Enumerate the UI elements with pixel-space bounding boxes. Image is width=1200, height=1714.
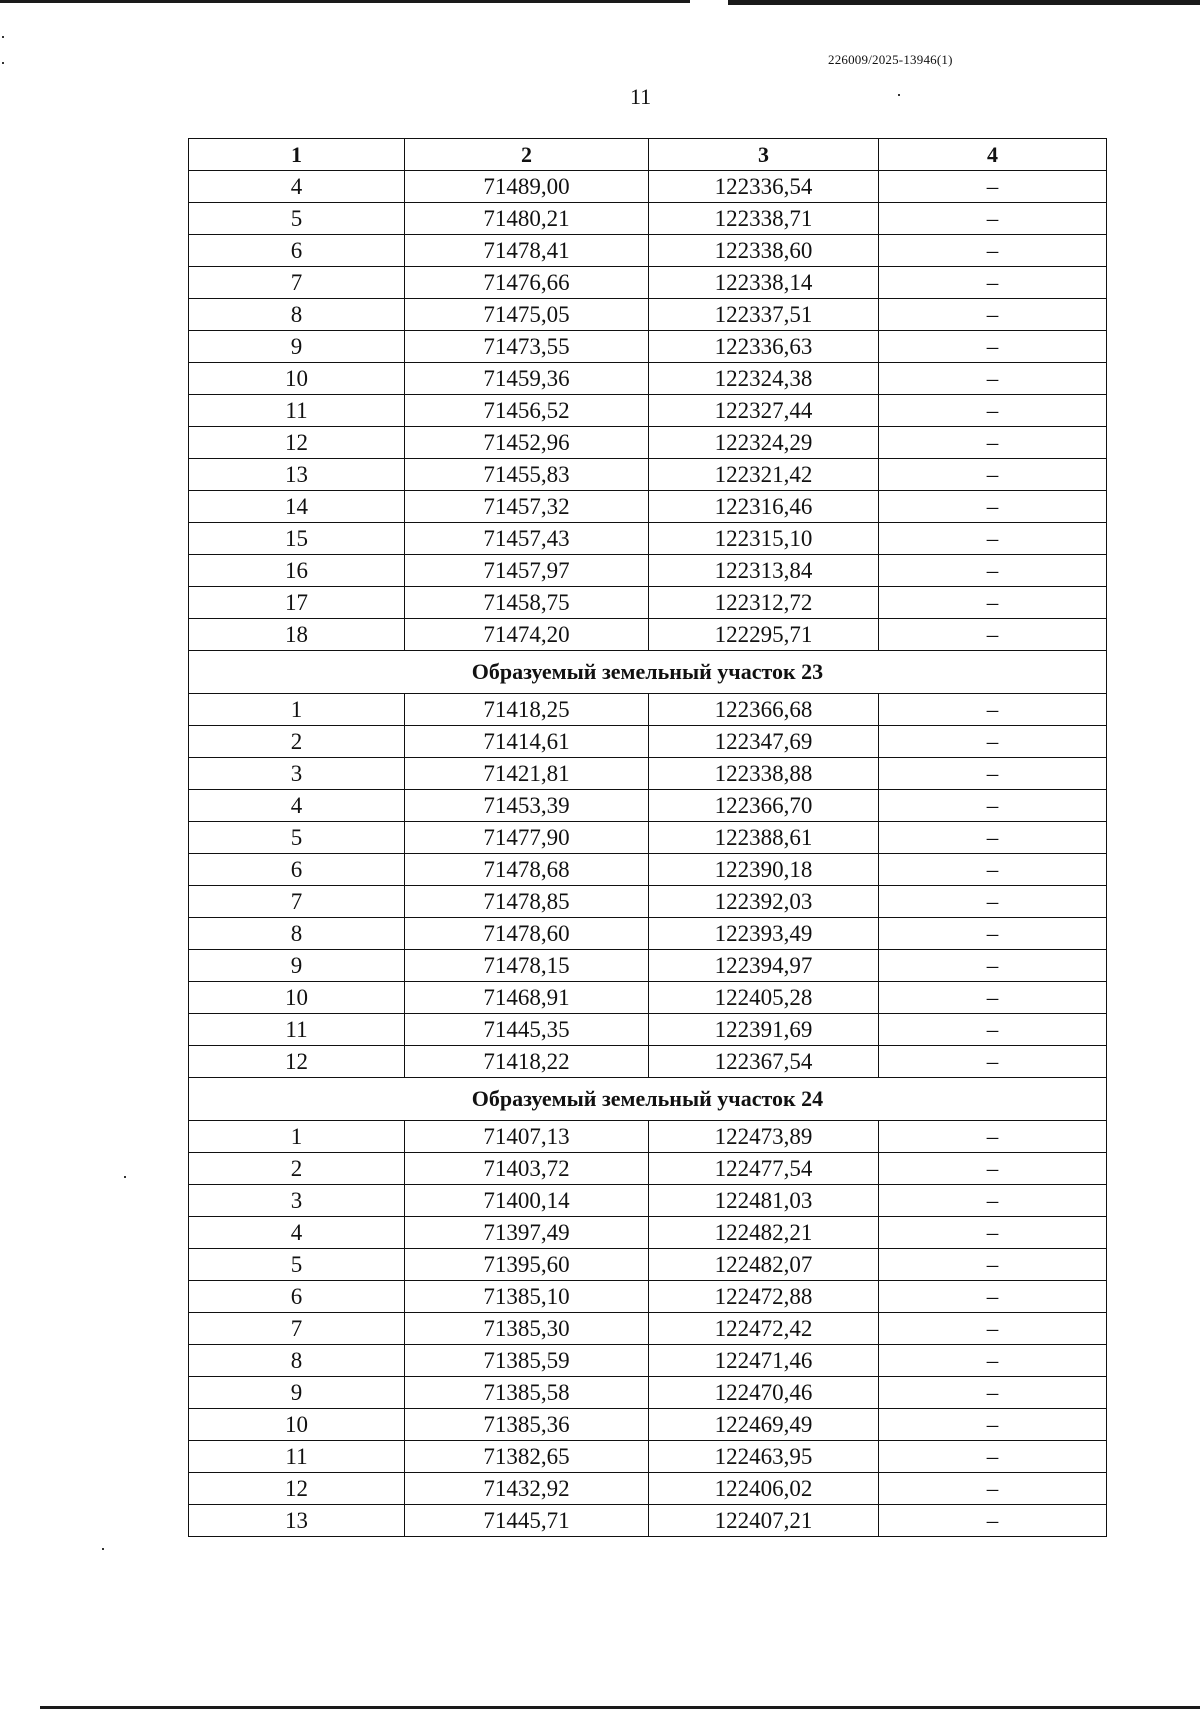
y-coordinate-cell: 122471,46 (649, 1345, 879, 1377)
table-row (189, 331, 1107, 363)
point-number-cell: 5 (189, 822, 405, 854)
point-number-cell: 15 (189, 523, 405, 555)
point-number-cell: 5 (189, 1249, 405, 1281)
table-row (189, 299, 1107, 331)
x-coordinate-cell: 71457,97 (405, 555, 649, 587)
note-cell: – (879, 1121, 1107, 1153)
table-row (189, 587, 1107, 619)
point-number-cell: 9 (189, 950, 405, 982)
section-header-row (189, 1078, 1107, 1121)
y-coordinate-cell: 122338,71 (649, 203, 879, 235)
point-number-cell: 8 (189, 918, 405, 950)
note-cell: – (879, 886, 1107, 918)
table-row (189, 1046, 1107, 1078)
table-row (189, 1014, 1107, 1046)
note-cell: – (879, 331, 1107, 363)
point-number-cell: 18 (189, 619, 405, 651)
table-row (189, 363, 1107, 395)
x-coordinate-cell: 71474,20 (405, 619, 649, 651)
y-coordinate-cell: 122391,69 (649, 1014, 879, 1046)
note-cell: – (879, 1377, 1107, 1409)
x-coordinate-cell: 71445,35 (405, 1014, 649, 1046)
point-number-cell: 6 (189, 1281, 405, 1313)
point-number-cell: 5 (189, 203, 405, 235)
x-coordinate-cell: 71385,36 (405, 1409, 649, 1441)
x-coordinate-cell: 71418,25 (405, 694, 649, 726)
note-cell: – (879, 1185, 1107, 1217)
y-coordinate-cell: 122472,88 (649, 1281, 879, 1313)
note-cell: – (879, 694, 1107, 726)
point-number-cell: 12 (189, 1046, 405, 1078)
table-row (189, 918, 1107, 950)
table-row (189, 886, 1107, 918)
point-number-cell: 2 (189, 726, 405, 758)
table-row (189, 758, 1107, 790)
table-row (189, 1441, 1107, 1473)
note-cell: – (879, 427, 1107, 459)
x-coordinate-cell: 71418,22 (405, 1046, 649, 1078)
table-row (189, 491, 1107, 523)
table-row (189, 1409, 1107, 1441)
x-coordinate-cell: 71445,71 (405, 1505, 649, 1537)
note-cell: – (879, 395, 1107, 427)
x-coordinate-cell: 71407,13 (405, 1121, 649, 1153)
point-number-cell: 12 (189, 427, 405, 459)
scan-edge-top-left (0, 0, 690, 3)
x-coordinate-cell: 71478,85 (405, 886, 649, 918)
table-row (189, 950, 1107, 982)
y-coordinate-cell: 122338,60 (649, 235, 879, 267)
x-coordinate-cell: 71414,61 (405, 726, 649, 758)
x-coordinate-cell: 71459,36 (405, 363, 649, 395)
note-cell: – (879, 555, 1107, 587)
page-number: 11 (630, 84, 652, 109)
table-row (189, 694, 1107, 726)
table-row (189, 523, 1107, 555)
y-coordinate-cell: 122393,49 (649, 918, 879, 950)
point-number-cell: 6 (189, 235, 405, 267)
x-coordinate-cell: 71473,55 (405, 331, 649, 363)
note-cell: – (879, 1409, 1107, 1441)
note-cell: – (879, 1473, 1107, 1505)
x-coordinate-cell: 71421,81 (405, 758, 649, 790)
y-coordinate-cell: 122469,49 (649, 1409, 879, 1441)
table-row (189, 235, 1107, 267)
table-row (189, 1505, 1107, 1537)
y-coordinate-cell: 122388,61 (649, 822, 879, 854)
x-coordinate-cell: 71477,90 (405, 822, 649, 854)
scan-edge-bottom (40, 1706, 1200, 1709)
scan-speck (102, 1548, 104, 1550)
note-cell: – (879, 1345, 1107, 1377)
point-number-cell: 16 (189, 555, 405, 587)
table-row (189, 790, 1107, 822)
y-coordinate-cell: 122315,10 (649, 523, 879, 555)
note-cell: – (879, 950, 1107, 982)
note-cell: – (879, 790, 1107, 822)
point-number-cell: 8 (189, 1345, 405, 1377)
x-coordinate-cell: 71456,52 (405, 395, 649, 427)
note-cell: – (879, 363, 1107, 395)
note-cell: – (879, 1046, 1107, 1078)
x-coordinate-cell: 71480,21 (405, 203, 649, 235)
section-title: Образуемый земельный участок 23 (189, 651, 1107, 694)
point-number-cell: 14 (189, 491, 405, 523)
note-cell: – (879, 1281, 1107, 1313)
note-cell: – (879, 619, 1107, 651)
x-coordinate-cell: 71432,92 (405, 1473, 649, 1505)
x-coordinate-cell: 71385,30 (405, 1313, 649, 1345)
y-coordinate-cell: 122295,71 (649, 619, 879, 651)
note-cell: – (879, 758, 1107, 790)
note-cell: – (879, 982, 1107, 1014)
table-row (189, 395, 1107, 427)
y-coordinate-cell: 122312,72 (649, 587, 879, 619)
note-cell: – (879, 726, 1107, 758)
y-coordinate-cell: 122390,18 (649, 854, 879, 886)
y-coordinate-cell: 122316,46 (649, 491, 879, 523)
note-cell: – (879, 854, 1107, 886)
note-cell: – (879, 822, 1107, 854)
point-number-cell: 9 (189, 1377, 405, 1409)
x-coordinate-cell: 71385,59 (405, 1345, 649, 1377)
column-header: 4 (879, 139, 1107, 171)
y-coordinate-cell: 122338,14 (649, 267, 879, 299)
point-number-cell: 1 (189, 1121, 405, 1153)
column-header: 3 (649, 139, 879, 171)
y-coordinate-cell: 122482,07 (649, 1249, 879, 1281)
column-header: 2 (405, 139, 649, 171)
point-number-cell: 10 (189, 363, 405, 395)
note-cell: – (879, 491, 1107, 523)
y-coordinate-cell: 122336,54 (649, 171, 879, 203)
y-coordinate-cell: 122338,88 (649, 758, 879, 790)
point-number-cell: 3 (189, 758, 405, 790)
note-cell: – (879, 523, 1107, 555)
y-coordinate-cell: 122336,63 (649, 331, 879, 363)
x-coordinate-cell: 71489,00 (405, 171, 649, 203)
note-cell: – (879, 1505, 1107, 1537)
table-row (189, 1217, 1107, 1249)
x-coordinate-cell: 71385,58 (405, 1377, 649, 1409)
table-row (189, 1121, 1107, 1153)
x-coordinate-cell: 71395,60 (405, 1249, 649, 1281)
point-number-cell: 7 (189, 1313, 405, 1345)
note-cell: – (879, 1014, 1107, 1046)
x-coordinate-cell: 71478,68 (405, 854, 649, 886)
point-number-cell: 3 (189, 1185, 405, 1217)
table-row (189, 1345, 1107, 1377)
y-coordinate-cell: 122366,68 (649, 694, 879, 726)
scan-speck (898, 94, 900, 96)
x-coordinate-cell: 71457,43 (405, 523, 649, 555)
section-title: Образуемый земельный участок 24 (189, 1078, 1107, 1121)
table-row (189, 1473, 1107, 1505)
y-coordinate-cell: 122392,03 (649, 886, 879, 918)
scan-speck (2, 36, 4, 38)
table-row (189, 854, 1107, 886)
y-coordinate-cell: 122347,69 (649, 726, 879, 758)
note-cell: – (879, 1153, 1107, 1185)
x-coordinate-cell: 71457,32 (405, 491, 649, 523)
x-coordinate-cell: 71475,05 (405, 299, 649, 331)
table-row (189, 267, 1107, 299)
table-row (189, 1153, 1107, 1185)
point-number-cell: 7 (189, 267, 405, 299)
scan-edge-top-right (728, 0, 1200, 5)
note-cell: – (879, 171, 1107, 203)
table-row (189, 555, 1107, 587)
x-coordinate-cell: 71478,15 (405, 950, 649, 982)
scan-speck (124, 1176, 126, 1178)
point-number-cell: 8 (189, 299, 405, 331)
table-row (189, 822, 1107, 854)
point-number-cell: 10 (189, 1409, 405, 1441)
note-cell: – (879, 267, 1107, 299)
x-coordinate-cell: 71403,72 (405, 1153, 649, 1185)
x-coordinate-cell: 71476,66 (405, 267, 649, 299)
table-row (189, 1185, 1107, 1217)
y-coordinate-cell: 122327,44 (649, 395, 879, 427)
x-coordinate-cell: 71400,14 (405, 1185, 649, 1217)
table-row (189, 726, 1107, 758)
point-number-cell: 1 (189, 694, 405, 726)
coordinates-table (188, 138, 1107, 1537)
point-number-cell: 4 (189, 171, 405, 203)
note-cell: – (879, 1441, 1107, 1473)
point-number-cell: 10 (189, 982, 405, 1014)
point-number-cell: 17 (189, 587, 405, 619)
y-coordinate-cell: 122463,95 (649, 1441, 879, 1473)
point-number-cell: 4 (189, 790, 405, 822)
note-cell: – (879, 203, 1107, 235)
table-row (189, 1249, 1107, 1281)
section-header-row (189, 651, 1107, 694)
y-coordinate-cell: 122481,03 (649, 1185, 879, 1217)
table-row (189, 1313, 1107, 1345)
table-header-row (189, 139, 1107, 171)
y-coordinate-cell: 122470,46 (649, 1377, 879, 1409)
point-number-cell: 13 (189, 459, 405, 491)
y-coordinate-cell: 122472,42 (649, 1313, 879, 1345)
note-cell: – (879, 1217, 1107, 1249)
x-coordinate-cell: 71478,41 (405, 235, 649, 267)
y-coordinate-cell: 122337,51 (649, 299, 879, 331)
y-coordinate-cell: 122366,70 (649, 790, 879, 822)
note-cell: – (879, 918, 1107, 950)
y-coordinate-cell: 122407,21 (649, 1505, 879, 1537)
point-number-cell: 6 (189, 854, 405, 886)
x-coordinate-cell: 71452,96 (405, 427, 649, 459)
table-body (189, 171, 1107, 1537)
note-cell: – (879, 1249, 1107, 1281)
x-coordinate-cell: 71455,83 (405, 459, 649, 491)
note-cell: – (879, 235, 1107, 267)
point-number-cell: 9 (189, 331, 405, 363)
point-number-cell: 11 (189, 395, 405, 427)
table-row (189, 171, 1107, 203)
note-cell: – (879, 299, 1107, 331)
point-number-cell: 12 (189, 1473, 405, 1505)
table-row (189, 619, 1107, 651)
table-row (189, 1281, 1107, 1313)
x-coordinate-cell: 71478,60 (405, 918, 649, 950)
point-number-cell: 4 (189, 1217, 405, 1249)
point-number-cell: 7 (189, 886, 405, 918)
y-coordinate-cell: 122367,54 (649, 1046, 879, 1078)
point-number-cell: 13 (189, 1505, 405, 1537)
point-number-cell: 11 (189, 1014, 405, 1046)
x-coordinate-cell: 71453,39 (405, 790, 649, 822)
point-number-cell: 2 (189, 1153, 405, 1185)
note-cell: – (879, 459, 1107, 491)
point-number-cell: 11 (189, 1441, 405, 1473)
y-coordinate-cell: 122405,28 (649, 982, 879, 1014)
x-coordinate-cell: 71468,91 (405, 982, 649, 1014)
table-row (189, 982, 1107, 1014)
table-row (189, 203, 1107, 235)
note-cell: – (879, 587, 1107, 619)
y-coordinate-cell: 122324,29 (649, 427, 879, 459)
table-row (189, 459, 1107, 491)
document-number: 226009/2025-13946(1) (828, 52, 953, 67)
note-cell: – (879, 1313, 1107, 1345)
y-coordinate-cell: 122477,54 (649, 1153, 879, 1185)
table-row (189, 1377, 1107, 1409)
x-coordinate-cell: 71397,49 (405, 1217, 649, 1249)
y-coordinate-cell: 122324,38 (649, 363, 879, 395)
x-coordinate-cell: 71382,65 (405, 1441, 649, 1473)
x-coordinate-cell: 71385,10 (405, 1281, 649, 1313)
scan-speck (2, 62, 4, 64)
y-coordinate-cell: 122482,21 (649, 1217, 879, 1249)
y-coordinate-cell: 122394,97 (649, 950, 879, 982)
table-row (189, 427, 1107, 459)
y-coordinate-cell: 122406,02 (649, 1473, 879, 1505)
x-coordinate-cell: 71458,75 (405, 587, 649, 619)
column-header: 1 (189, 139, 405, 171)
y-coordinate-cell: 122313,84 (649, 555, 879, 587)
y-coordinate-cell: 122321,42 (649, 459, 879, 491)
y-coordinate-cell: 122473,89 (649, 1121, 879, 1153)
